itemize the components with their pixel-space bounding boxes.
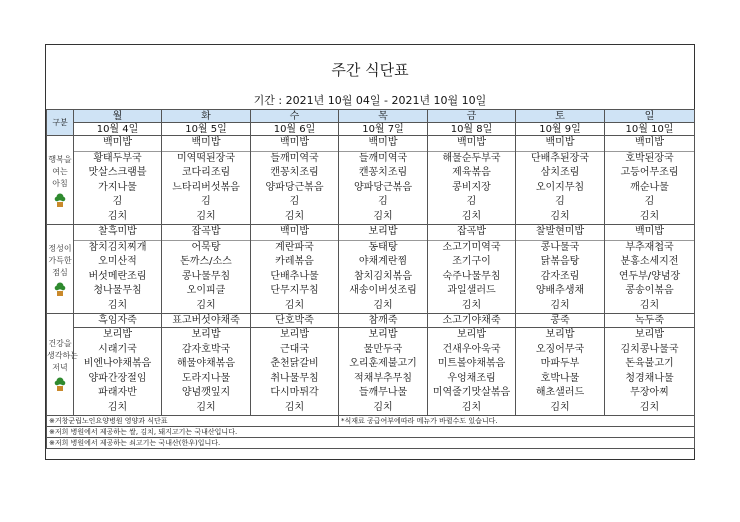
menu-item: 김치콩나물국 bbox=[620, 343, 679, 355]
date-row bbox=[47, 123, 695, 136]
menu-item: 김치 bbox=[373, 210, 393, 222]
menu-item: 오미산적 bbox=[98, 256, 137, 267]
menu-item: 비엔나야채볶음 bbox=[83, 358, 152, 369]
menu-item: 돈육불고기 bbox=[625, 358, 674, 369]
menu-item: 해물순두부국 bbox=[442, 152, 501, 164]
menu-item: 콩나물국 bbox=[540, 241, 580, 253]
menu-item: 김치 bbox=[284, 401, 305, 413]
menu-item: 돈까스/소스 bbox=[180, 256, 232, 267]
meal-cell bbox=[605, 136, 695, 225]
meal-cell bbox=[251, 136, 339, 225]
porridge-cell: 참깨죽 bbox=[339, 314, 428, 328]
menu-item: 도라지나물 bbox=[181, 372, 231, 384]
period-text: 기간 : 2021년 10월 04일 - 2021년 10월 10일 bbox=[253, 94, 487, 107]
menu-item: 김치 bbox=[196, 210, 216, 222]
menu-item: 김치 bbox=[550, 210, 570, 222]
menu-item: 호박나물 bbox=[540, 372, 580, 384]
footer-row bbox=[47, 427, 695, 438]
menu-item: 양념깻잎지 bbox=[181, 387, 231, 398]
menu-item: 맛살스크램블 bbox=[88, 167, 147, 178]
menu-item: 마파두부 bbox=[540, 358, 580, 369]
meal-label-line: 정성이 bbox=[48, 243, 72, 253]
menu-item: 보리밥 bbox=[368, 329, 398, 340]
meal-cell bbox=[605, 328, 695, 416]
plant-icon bbox=[54, 193, 66, 207]
menu-item: 근대국 bbox=[280, 343, 309, 355]
menu-item: 보리밥 bbox=[457, 329, 486, 340]
menu-item: 김치 bbox=[550, 401, 570, 413]
menu-item: 보리밥 bbox=[103, 329, 132, 340]
porridge-row bbox=[47, 314, 695, 328]
menu-item: 카레볶음 bbox=[275, 256, 314, 267]
menu-item: 닭볶음탕 bbox=[540, 256, 580, 267]
menu-item: 청나물무침 bbox=[93, 285, 142, 296]
menu-item: 잡곡밥 bbox=[428, 225, 515, 241]
menu-item: 보리밥 bbox=[545, 329, 575, 340]
menu-item: 오이지무침 bbox=[535, 181, 585, 193]
day-name: 화 bbox=[162, 110, 251, 123]
meal-cell bbox=[162, 225, 251, 314]
menu-item: 단무지무침 bbox=[270, 285, 319, 296]
menu-item: 무장아찌 bbox=[630, 387, 669, 398]
meal-label bbox=[47, 136, 74, 225]
menu-item: 과일샐러드 bbox=[447, 285, 496, 296]
meal-cell bbox=[339, 225, 428, 314]
menu-item: 잡곡밥 bbox=[162, 225, 250, 241]
date-cell: 10월 10일 bbox=[605, 123, 695, 136]
menu-item: 백미밥 bbox=[162, 136, 250, 152]
menu-item: 보리밥 bbox=[339, 225, 427, 241]
meal-cell bbox=[428, 225, 516, 314]
menu-item: 참치김치찌개 bbox=[88, 241, 147, 253]
page-title: 주간 식단표 bbox=[331, 61, 409, 79]
menu-item: 양파간장절임 bbox=[88, 372, 147, 384]
date-cell: 10월 8일 bbox=[428, 123, 516, 136]
menu-item: 보리밥 bbox=[635, 329, 664, 340]
footer-row bbox=[47, 416, 695, 427]
day-header-row bbox=[47, 110, 695, 123]
menu-item: 양파당근볶음 bbox=[265, 181, 324, 193]
menu-item: 춘천닭갈비 bbox=[270, 358, 319, 369]
menu-item: 우엉채조림 bbox=[447, 372, 496, 384]
menu-item: 캔꽁치조림 bbox=[358, 167, 408, 178]
meal-label-line: 가득한 bbox=[48, 255, 72, 265]
menu-item: 김치 bbox=[107, 210, 128, 222]
menu-item: 느타리버섯볶음 bbox=[172, 181, 240, 193]
menu-item: 김치 bbox=[639, 210, 660, 222]
menu-item: 오이피클 bbox=[186, 285, 226, 296]
menu-item: 콩송이볶음 bbox=[625, 285, 674, 296]
menu-item: 김치 bbox=[196, 299, 216, 311]
menu-item: 백미밥 bbox=[605, 225, 694, 241]
menu-item: 백미밥 bbox=[251, 225, 338, 241]
menu-item: 고등어무조림 bbox=[620, 167, 679, 178]
menu-item: 백미밥 bbox=[251, 136, 338, 152]
menu-item: 해물야채볶음 bbox=[177, 358, 235, 369]
meal-label bbox=[47, 225, 74, 314]
menu-item: 백미밥 bbox=[516, 136, 604, 152]
menu-item: 들깨미역국 bbox=[270, 152, 319, 164]
menu-item: 백미밥 bbox=[74, 136, 161, 152]
day-name: 토 bbox=[516, 110, 605, 123]
meal-cell bbox=[251, 225, 339, 314]
menu-item: 물만두국 bbox=[363, 343, 403, 355]
day-name: 월 bbox=[74, 110, 162, 123]
menu-item: 김치 bbox=[373, 299, 393, 311]
menu-item: 해초샐러드 bbox=[535, 387, 585, 398]
menu-item: 김치 bbox=[461, 210, 482, 222]
meal-row bbox=[47, 328, 695, 416]
meal-cell bbox=[74, 136, 162, 225]
meal-label bbox=[47, 314, 78, 416]
menu-item: 어묵탕 bbox=[191, 241, 221, 253]
menu-item: 김치 bbox=[639, 401, 660, 413]
menu-item: 황태두부국 bbox=[93, 152, 142, 164]
meal-label-line: 저녁 bbox=[52, 363, 68, 372]
header-label: 구분 bbox=[47, 110, 74, 136]
menu-item: 다시마튀각 bbox=[270, 387, 319, 398]
menu-item: 단배추나물 bbox=[270, 270, 319, 282]
menu-item: 청경채나물 bbox=[625, 372, 674, 384]
menu-table bbox=[46, 109, 695, 449]
plant-icon bbox=[54, 282, 66, 296]
menu-item: 김치 bbox=[373, 401, 393, 413]
meal-cell bbox=[74, 328, 162, 416]
menu-item: 야채계란찜 bbox=[358, 256, 408, 267]
meal-cell bbox=[162, 328, 251, 416]
porridge-cell: 단호박죽 bbox=[251, 314, 339, 328]
menu-item: 콩비지장 bbox=[452, 181, 491, 193]
menu-item: 오리훈제불고기 bbox=[349, 358, 417, 369]
menu-item: 콩나물무침 bbox=[181, 270, 231, 282]
menu-item: 동태탕 bbox=[368, 241, 398, 253]
porridge-cell: 녹두죽 bbox=[605, 314, 695, 328]
menu-item: 버섯메란조림 bbox=[88, 270, 147, 282]
menu-item: 미트볼야채볶음 bbox=[437, 358, 506, 369]
menu-item: 제육볶음 bbox=[452, 167, 491, 178]
menu-item: 찰흑미밥 bbox=[74, 225, 161, 241]
porridge-cell: 흑임자죽 bbox=[74, 314, 162, 328]
meal-cell bbox=[428, 328, 516, 416]
porridge-cell: 콩죽 bbox=[516, 314, 605, 328]
menu-item: 연두부/양념장 bbox=[618, 270, 681, 282]
menu-item: 김치 bbox=[196, 401, 216, 413]
menu-item: 백미밥 bbox=[605, 136, 694, 152]
footer-note: ※저희 병원에서 제공하는 쇠고기는 국내산(한우)입니다. bbox=[47, 438, 695, 449]
meal-cell bbox=[162, 136, 251, 225]
date-cell: 10월 4일 bbox=[74, 123, 162, 136]
menu-item: 캔꽁치조림 bbox=[270, 167, 319, 178]
date-cell: 10월 5일 bbox=[162, 123, 251, 136]
meal-cell bbox=[516, 136, 605, 225]
menu-item: 김 bbox=[466, 196, 477, 207]
porridge-cell: 소고기야채죽 bbox=[428, 314, 516, 328]
menu-item: 깨순나물 bbox=[630, 181, 669, 193]
meal-cell bbox=[251, 328, 339, 416]
footer-row bbox=[47, 438, 695, 449]
menu-item: 김치 bbox=[550, 299, 570, 311]
meal-label-line: 아침 bbox=[52, 178, 68, 188]
menu-item: 숙주나물무침 bbox=[442, 270, 501, 282]
menu-item: 양파당근볶음 bbox=[354, 181, 412, 193]
date-cell: 10월 9일 bbox=[516, 123, 605, 136]
menu-item: 미역줄기맛살볶음 bbox=[432, 387, 511, 398]
menu-item: 김치 bbox=[284, 299, 305, 311]
menu-item: 김 bbox=[112, 196, 123, 207]
date-cell: 10월 6일 bbox=[251, 123, 339, 136]
menu-item: 참치김치볶음 bbox=[354, 270, 412, 282]
menu-item: 건새우아욱국 bbox=[442, 343, 501, 355]
menu-item: 시래기국 bbox=[98, 343, 137, 355]
meal-cell bbox=[339, 328, 428, 416]
menu-item: 김치 bbox=[284, 210, 305, 222]
porridge-cell: 표고버섯야채죽 bbox=[162, 314, 251, 328]
meal-cell bbox=[605, 225, 695, 314]
menu-item: 김치 bbox=[461, 299, 482, 311]
meal-cell bbox=[339, 136, 428, 225]
menu-item: 감자조림 bbox=[540, 270, 580, 282]
menu-item: 백미밥 bbox=[428, 136, 515, 152]
menu-item: 보리밥 bbox=[191, 329, 221, 340]
menu-item: 김치 bbox=[639, 299, 660, 311]
date-cell: 10월 7일 bbox=[339, 123, 428, 136]
meal-label-line: 건강을 bbox=[48, 339, 72, 348]
meal-label-line: 행복을 bbox=[48, 154, 72, 164]
menu-item: 백미밥 bbox=[339, 136, 427, 152]
menu-item: 김치 bbox=[107, 401, 128, 413]
menu-item: 소고기미역국 bbox=[442, 241, 501, 253]
menu-item: 조기구이 bbox=[452, 256, 491, 267]
menu-item: 미역떡된장국 bbox=[177, 152, 235, 164]
menu-item: 파래자반 bbox=[98, 387, 137, 398]
menu-item: 김 bbox=[289, 196, 300, 207]
menu-item: 들깨무나물 bbox=[358, 387, 408, 398]
footer-note: *식재료 공급여부에따라 메뉴가 바뀔수도 있습니다. bbox=[339, 416, 695, 427]
plant-icon bbox=[54, 377, 66, 391]
menu-item: 삼치조림 bbox=[540, 167, 580, 178]
meal-label-line: 여는 bbox=[52, 166, 68, 176]
day-name: 수 bbox=[251, 110, 339, 123]
meal-label-line: 점심 bbox=[52, 267, 68, 277]
menu-item: 가지나물 bbox=[98, 181, 137, 193]
meal-cell bbox=[428, 136, 516, 225]
menu-item: 들깨미역국 bbox=[358, 152, 408, 164]
menu-item: 찰발현미밥 bbox=[516, 225, 604, 241]
menu-item: 김 bbox=[201, 196, 211, 207]
menu-item: 김치 bbox=[461, 401, 482, 413]
menu-item: 오징어무국 bbox=[535, 343, 585, 355]
day-name: 목 bbox=[339, 110, 428, 123]
day-name: 금 bbox=[428, 110, 516, 123]
menu-item: 단배추된장국 bbox=[531, 152, 589, 164]
menu-item: 적채부추무침 bbox=[354, 372, 412, 384]
meal-cell bbox=[516, 225, 605, 314]
meal-label-line: 생각하는 bbox=[47, 351, 78, 360]
menu-item: 김 bbox=[555, 196, 565, 207]
meal-row bbox=[47, 136, 695, 225]
meal-row bbox=[47, 225, 695, 314]
menu-item: 보리밥 bbox=[280, 329, 309, 340]
meal-cell bbox=[516, 328, 605, 416]
menu-item: 김 bbox=[378, 196, 388, 207]
menu-item: 부추재첩국 bbox=[625, 241, 674, 253]
menu-item: 호박된장국 bbox=[625, 152, 674, 164]
menu-item: 김치 bbox=[107, 299, 128, 311]
menu-item: 취나물무침 bbox=[270, 372, 319, 384]
menu-sheet bbox=[45, 44, 695, 460]
menu-item: 계란파국 bbox=[275, 241, 314, 253]
menu-item: 분홍소세지전 bbox=[620, 256, 679, 267]
menu-item: 김 bbox=[644, 196, 655, 207]
menu-item: 양배추생채 bbox=[535, 285, 585, 296]
meal-cell bbox=[74, 225, 162, 314]
menu-item: 코다리조림 bbox=[181, 167, 231, 178]
day-name: 일 bbox=[605, 110, 695, 123]
footer-note: ※거창군립노인요양병원 영양과 식단표 bbox=[47, 416, 339, 427]
footer-note: ※저희 병원에서 제공하는 쌀, 김치, 돼지고기는 국내산입니다. bbox=[47, 427, 695, 438]
menu-item: 감자호박국 bbox=[181, 343, 231, 355]
menu-item: 새송이버섯조림 bbox=[349, 285, 417, 296]
